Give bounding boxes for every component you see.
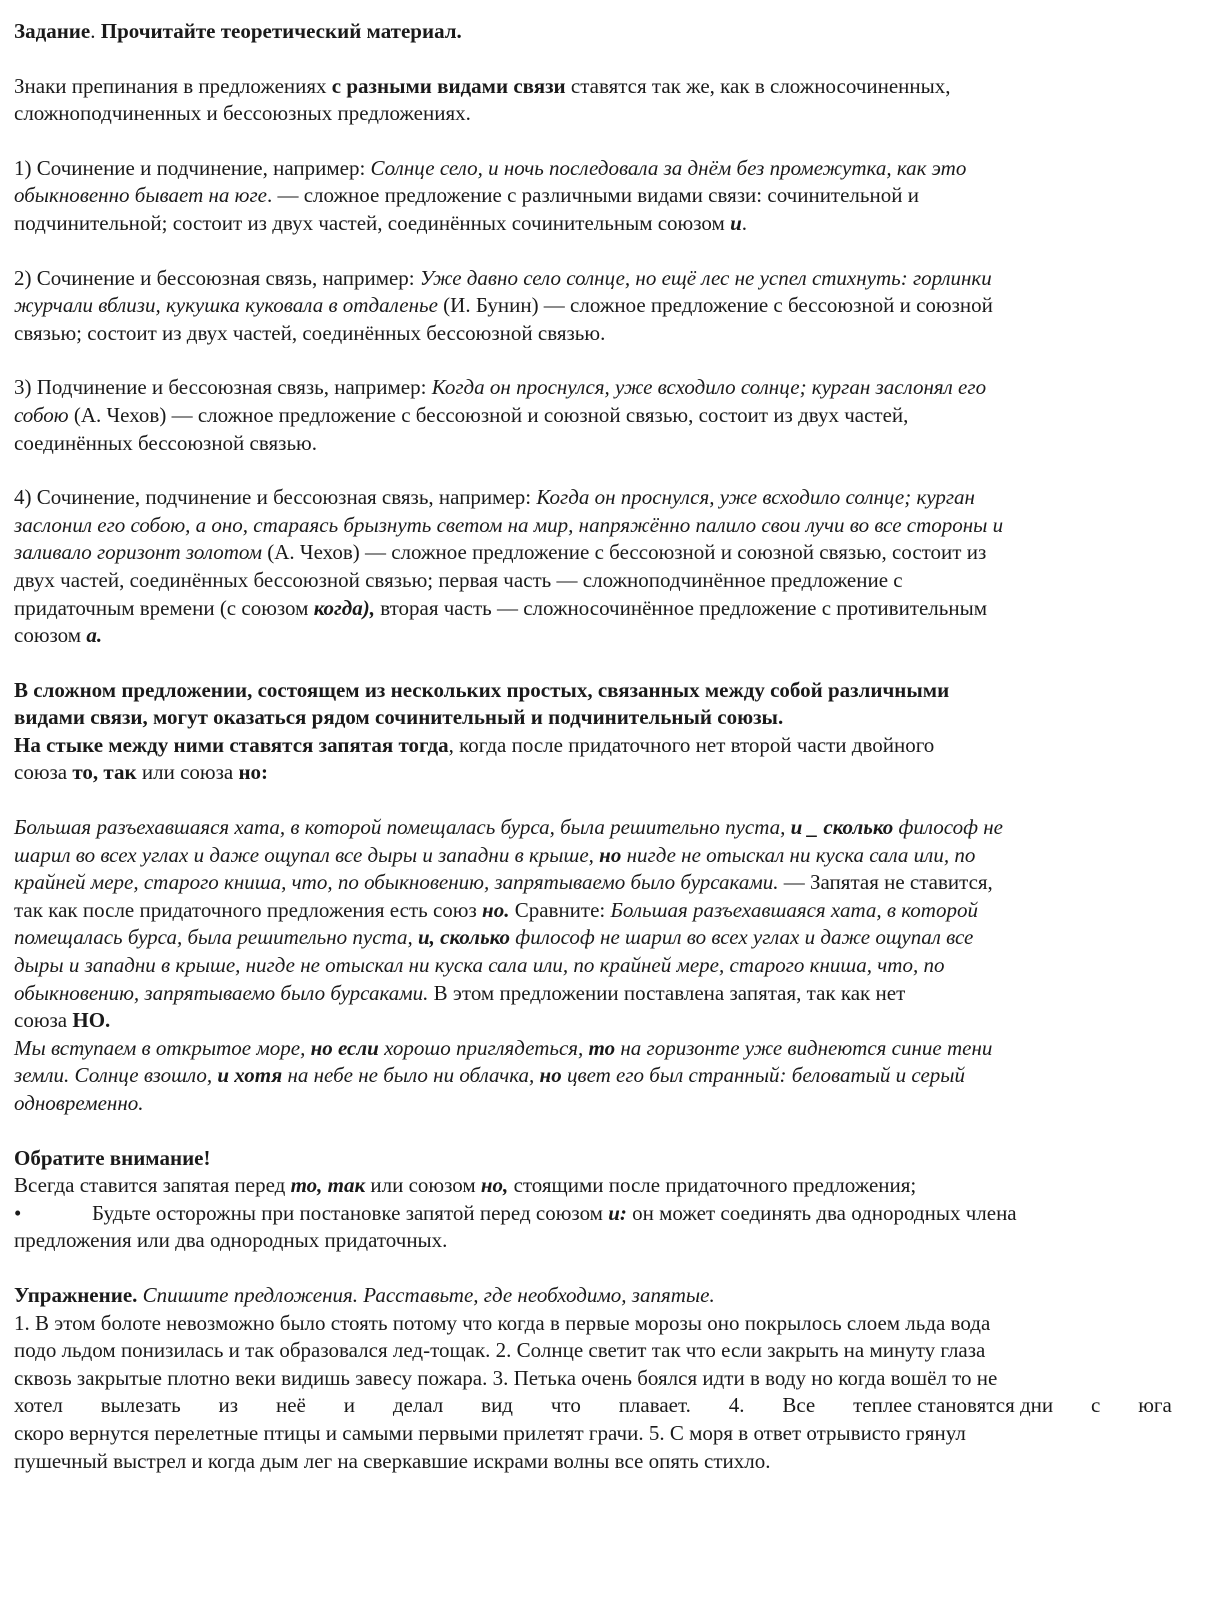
exercise-line: сквозь закрытые плотно веки видишь завесу пожара. 3. Петька очень боялся идти в воду но когда вошёл то не bbox=[14, 1365, 998, 1390]
case-1-paragraph: 1) Сочинение и подчинение, например: Солнце село, и ночь последовала за днём без промежутка, как это обыкновенно бывает на юге. — сложное предложение с различными видами связи: сочинительной и подчинительной; состоит из двух частей, соединённых сочинительным союзом и. bbox=[14, 155, 967, 235]
exercise-line: пушечный выстрел и когда дым лег на сверкавшие искрами волны все опять стихло. bbox=[14, 1448, 771, 1473]
exercise-block bbox=[14, 1282, 1172, 1475]
bullet-icon: • bbox=[14, 1200, 22, 1225]
case-3-paragraph: 3) Подчинение и бессоюзная связь, например: Когда он проснулся, уже всходило солнце; курган заслонял его собою (А. Чехов) — сложное предложение с бессоюзной и союзной связью, состоит из двух частей, соединённых бессоюзной связью. bbox=[14, 375, 987, 455]
attention-bullet-item: • Будьте осторожны при постановке запятой перед союзом и: он может соединять два однородных члена bbox=[14, 1200, 1172, 1228]
rule-paragraph: В сложном предложении, состоящем из нескольких простых, связанных между собой различными видами связи, могут оказаться рядом сочинительный и подчинительный союзы. На стыке между ними ставятся запятая тогда, когда после придаточного нет второй части двойного союза то, так или союза но: bbox=[14, 677, 950, 785]
case-2-paragraph: 2) Сочинение и бессоюзная связь, например: Уже давно село солнце, но ещё лес не успел стихнуть: горлинки журчали вблизи, кукушка куковала в отдаленье (И. Бунин) — сложное предложение с бессоюзной и союзной связью; состоит из двух частей, соединённых бессоюзной связью. bbox=[14, 265, 993, 345]
exercise-instruction: Спишите предложения. Расставьте, где необходимо, запятые. bbox=[137, 1282, 715, 1307]
task-label: Задание bbox=[14, 19, 91, 43]
example-paragraph: Большая разъехавшаяся хата, в которой помещалась бурса, была решительно пуста, и _ сколько философ не шарил во всех углах и даже ощупал все дыры и западни в крыше, но нигде не отыскал ни куска сала или, по крайней мере, старого книша, что, по обыкновению, запрятываемо было бурсаками. — Запятая не ставится, так как после придаточного предложения есть союз но. Сравните: Большая разъехавшаяся хата, в которой помещалась бурса, была решительно пуста, и, сколько философ не шарил во всех углах и даже ощупал все дыры и западни в крыше, нигде не отыскал ни куска сала или, по крайней мере, старого книша, что, по обыкновению, запрятываемо было бурсаками. В этом предложении поставлена запятая, так как нет союза НО. Мы вступаем в открытое море, но если хорошо приглядеться, то на горизонте уже виднеются синие тени земли. Солнце взошло, и хотя на небе не было ни облачка, но цвет его был странный: беловатый и серый одновременно. bbox=[14, 815, 1003, 1115]
exercise-line: 1. В этом болоте невозможно было стоять потому что когда в первые морозы оно покрылось слоем льда вода bbox=[14, 1310, 991, 1335]
exercise-label: Упражнение. bbox=[14, 1282, 138, 1307]
task-text: Прочитайте теоретический материал. bbox=[100, 19, 462, 43]
exercise-line: подо льдом понизилась и так образовался лед-тощак. 2. Солнце светит так что если закрыть на минуту глаза bbox=[14, 1338, 986, 1363]
exercise-line-spread: хотел вылезать из неё и делал вид что плавает. 4. Все теплее становятся дни с юга bbox=[14, 1393, 1172, 1418]
case-4-paragraph: 4) Сочинение, подчинение и бессоюзная связь, например: Когда он проснулся, уже всходило солнце; курган заслонил его собою, а оно, стараясь брызнуть светом на мир, напряжённо палило свои лучи во все стороны и заливало горизонт золотом (А. Чехов) — сложное предложение с бессоюзной и союзной связью, состоит из двух частей, соединённых бессоюзной связью; первая часть — сложноподчинённое предложение с придаточным времени (с союзом когда), вторая часть — сложносочинённое предложение с противительным союзом а. bbox=[14, 485, 1004, 648]
attention-block: Обратите внимание! Всегда ставится запятая перед то, так или союзом но, стоящими после придаточного предложения; • Будьте осторожны при постановке запятой перед союзом и: он может соединять два однородных члена предложения или два однородных придаточных. bbox=[14, 1145, 1172, 1255]
attention-title: Обратите внимание! bbox=[14, 1145, 211, 1170]
document-page bbox=[14, 18, 1172, 1475]
intro-paragraph: Знаки препинания в предложениях с разными видами связи ставятся так же, как в сложносочиненных, сложноподчиненных и бессоюзных предложениях. bbox=[14, 73, 951, 126]
exercise-line: скоро вернутся перелетные птицы и самыми первыми прилетят грачи. 5. С моря в ответ отрывисто грянул bbox=[14, 1420, 966, 1445]
task-heading: Задание. Прочитайте теоретический материал. bbox=[14, 19, 462, 43]
